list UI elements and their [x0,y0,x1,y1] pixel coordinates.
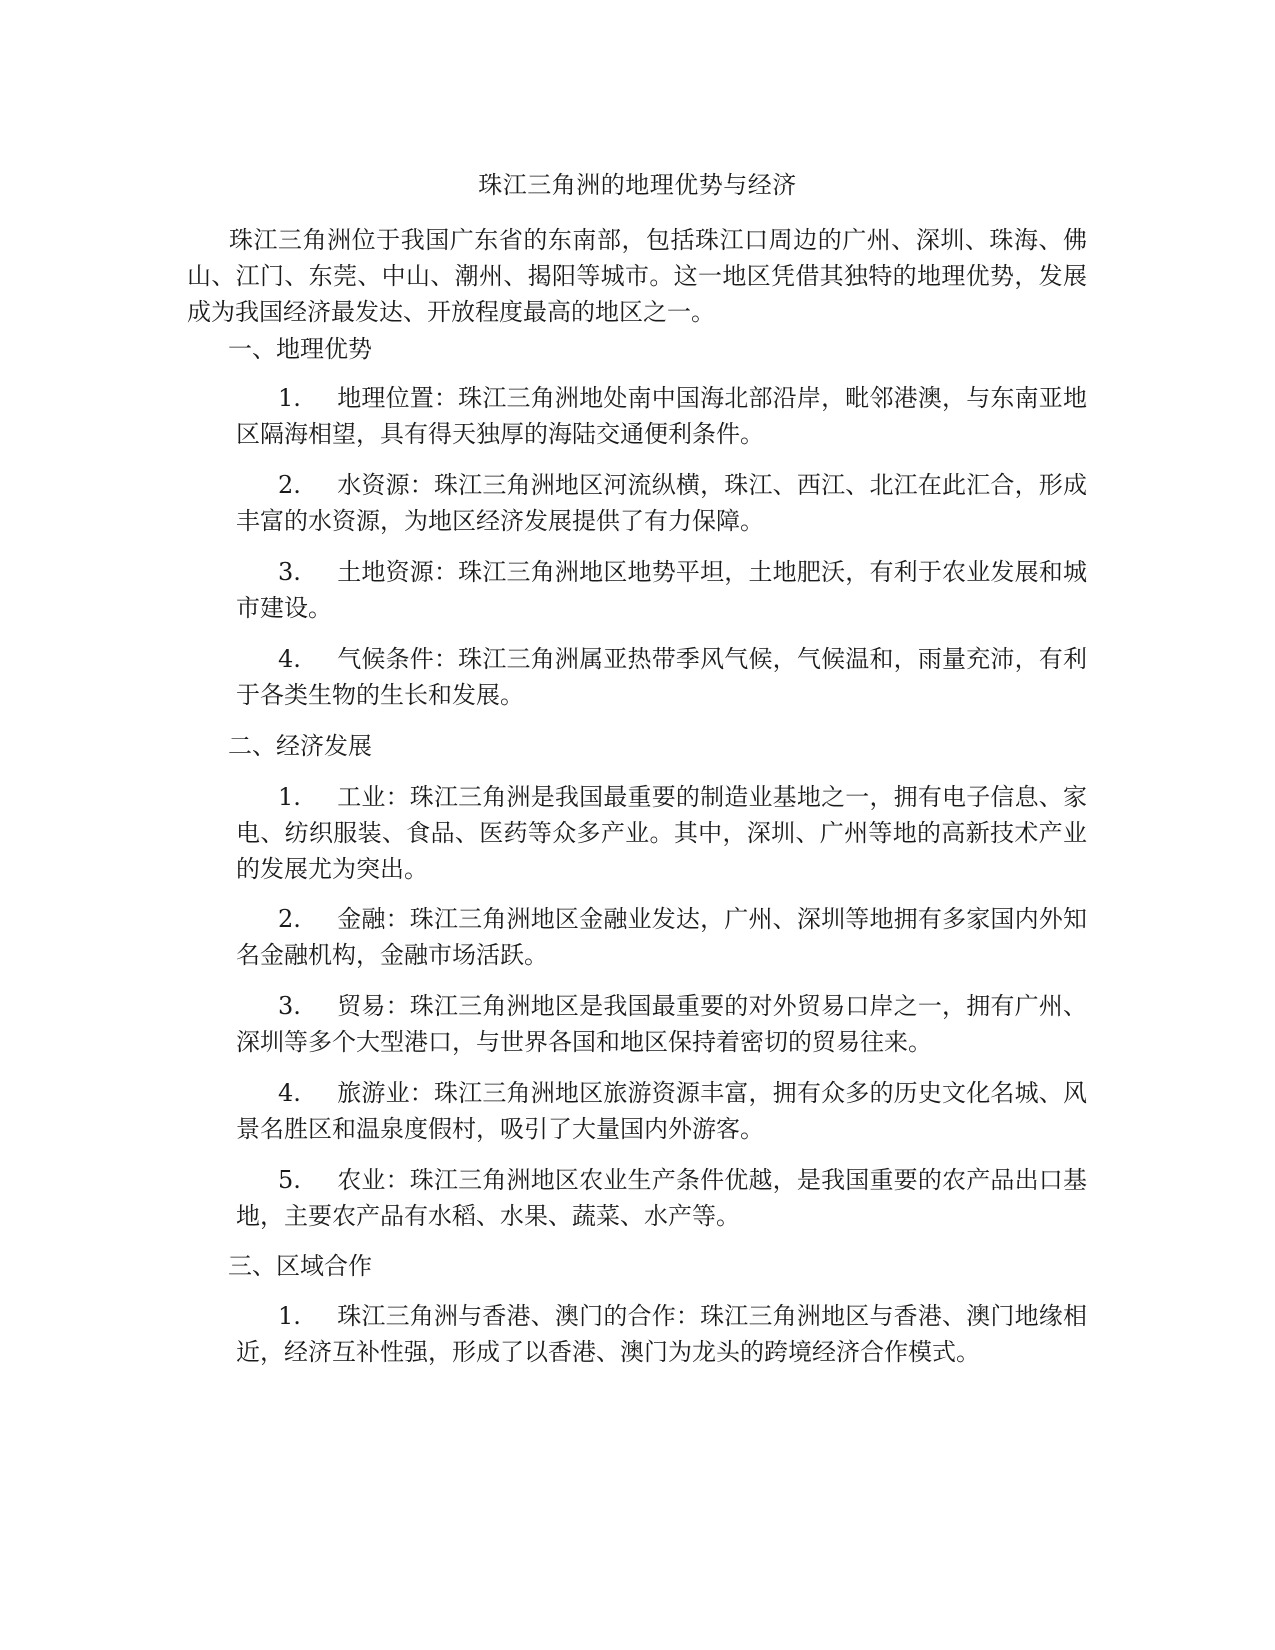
list-item [236,1298,1087,1370]
list-item-text: 土地资源：珠江三角洲地区地势平坦，土地肥沃，有利于农业发展和城市建设。 [236,558,1087,622]
list-item [236,554,1087,626]
list-item-number: 2. [278,471,301,499]
list-item-number: 2. [278,905,301,933]
list-item [236,467,1087,539]
section-heading-economy: 二、经济发展 [228,732,372,760]
list-item-text: 地理位置：珠江三角洲地处南中国海北部沿岸，毗邻港澳，与东南亚地区隔海相望，具有得天独厚的海陆交通便利条件。 [236,384,1087,448]
list-item-number: 4. [278,645,301,673]
list-item [236,1075,1087,1147]
list-item [236,1162,1087,1234]
list-item-text: 珠江三角洲与香港、澳门的合作：珠江三角洲地区与香港、澳门地缘相近，经济互补性强，形成了以香港、澳门为龙头的跨境经济合作模式。 [236,1302,1087,1366]
section-heading-cooperation: 三、区域合作 [228,1252,372,1280]
list-item-number: 3. [278,558,301,586]
list-item-number: 1. [278,1302,301,1330]
list-item-text: 旅游业：珠江三角洲地区旅游资源丰富，拥有众多的历史文化名城、风景名胜区和温泉度假村，吸引了大量国内外游客。 [236,1079,1087,1143]
list-item-number: 4. [278,1079,301,1107]
list-item-text: 水资源：珠江三角洲地区河流纵横，珠江、西江、北江在此汇合，形成丰富的水资源，为地区经济发展提供了有力保障。 [236,471,1087,535]
list-item-number: 1. [278,783,301,811]
list-item-text: 工业：珠江三角洲是我国最重要的制造业基地之一，拥有电子信息、家电、纺织服装、食品、医药等众多产业。其中，深圳、广州等地的高新技术产业的发展尤为突出。 [236,783,1087,883]
list-item [236,380,1087,452]
list-item-text: 农业：珠江三角洲地区农业生产条件优越，是我国重要的农产品出口基地，主要农产品有水稻、水果、蔬菜、水产等。 [236,1166,1087,1230]
document-title: 珠江三角洲的地理优势与经济 [478,171,797,199]
list-item-text: 气候条件：珠江三角洲属亚热带季风气候，气候温和，雨量充沛，有利于各类生物的生长和发展。 [236,645,1087,709]
list-item-number: 1. [278,384,301,412]
list-item [236,779,1087,887]
list-item-text: 金融：珠江三角洲地区金融业发达，广州、深圳等地拥有多家国内外知名金融机构，金融市场活跃。 [236,905,1087,969]
list-item-number: 3. [278,992,301,1020]
intro-paragraph: 珠江三角洲位于我国广东省的东南部，包括珠江口周边的广州、深圳、珠海、佛山、江门、东莞、中山、潮州、揭阳等城市。这一地区凭借其独特的地理优势，发展成为我国经济最发达、开放程度最高的地区之一。 [187,226,1087,326]
list-item [236,901,1087,973]
section-heading-geography: 一、地理优势 [228,335,372,363]
list-item [236,988,1087,1060]
list-item [236,641,1087,713]
list-item-number: 5. [278,1166,301,1194]
list-item-text: 贸易：珠江三角洲地区是我国最重要的对外贸易口岸之一，拥有广州、深圳等多个大型港口，与世界各国和地区保持着密切的贸易往来。 [236,992,1087,1056]
